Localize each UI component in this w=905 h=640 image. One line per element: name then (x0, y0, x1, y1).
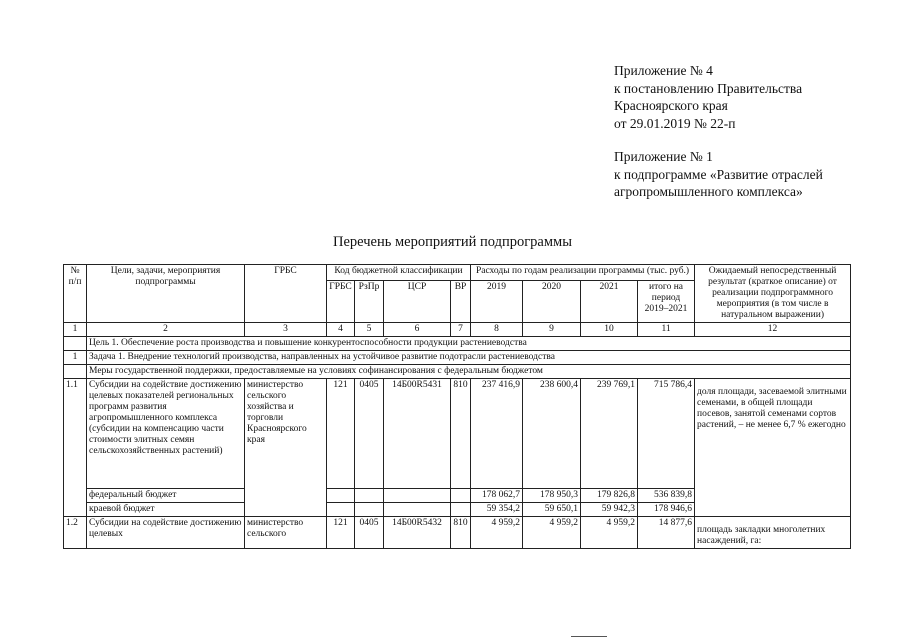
header-result: Ожидаемый непосредственный результат (краткое описание) от реализации подпрограммного мероприятия (в том числе в натуральном выражении) (695, 265, 851, 323)
col-number: 12 (695, 323, 851, 337)
row-csr: 14Б00R5432 (384, 517, 451, 549)
task-1-text: Задача 1. Внедрение технологий производства, направленных на устойчивое развитие подотрасли растениеводства (87, 351, 851, 365)
header-2020: 2020 (523, 281, 581, 323)
col-number: 3 (245, 323, 327, 337)
header-grbs: ГРБС (245, 265, 327, 323)
federal-2021: 179 826,8 (581, 489, 638, 503)
goal-1-text: Цель 1. Обеспечение роста производства и повышение конкурентоспособности продукции растениеводства (87, 337, 851, 351)
row-result: площадь закладки многолетних насаждений, га: (695, 517, 851, 549)
federal-2019: 178 062,7 (471, 489, 523, 503)
col-number: 11 (638, 323, 695, 337)
header-row-1 (64, 265, 851, 281)
measures-text: Меры государственной поддержки, предоставляемые на условиях софинансирования с федеральным бюджетом (87, 365, 851, 379)
header-code-csr: ЦСР (384, 281, 451, 323)
col-number: 5 (355, 323, 384, 337)
col-number: 9 (523, 323, 581, 337)
appendix-1-subprogram: к подпрограмме «Развитие отраслей (614, 166, 823, 182)
federal-total: 536 839,8 (638, 489, 695, 503)
row-grbs: министерство сельского (245, 517, 327, 549)
row-name: Субсидии на содействие достижению целевых показателей региональных программ развития агропромышленного комплекса (субсидии на компенсацию части стоимости элитных семян сельскохозяйственных растений) (87, 379, 245, 489)
row-2019: 237 416,9 (471, 379, 523, 489)
header-code-grbs: ГРБС (327, 281, 355, 323)
col-number: 7 (451, 323, 471, 337)
regional-total: 178 946,6 (638, 503, 695, 517)
row-2020: 4 959,2 (523, 517, 581, 549)
header-budget-code: Код бюджетной классификации (327, 265, 471, 281)
col-number: 6 (384, 323, 451, 337)
row-result: доля площади, засеваемой элитными семенами, в общей площади посевов, занятой семенами сортов растений, – не менее 6,7 % ежегодно (695, 379, 851, 517)
row-code-grbs: 121 (327, 379, 355, 489)
goal-row (64, 337, 851, 351)
header-expenses: Расходы по годам реализации программы (тыс. руб.) (471, 265, 695, 281)
header-total: итого на период 2019–2021 (638, 281, 695, 323)
row-csr: 14Б00R5431 (384, 379, 451, 489)
task-number: 1 (64, 351, 87, 365)
header-code-vr: ВР (451, 281, 471, 323)
row-2020: 238 600,4 (523, 379, 581, 489)
row-2021: 239 769,1 (581, 379, 638, 489)
table-row (64, 517, 851, 549)
row-rzpr: 0405 (355, 379, 384, 489)
col-number: 4 (327, 323, 355, 337)
appendix-4-decree: к постановлению Правительства (614, 80, 803, 96)
col-number: 10 (581, 323, 638, 337)
col-number: 8 (471, 323, 523, 337)
task-row (64, 351, 851, 365)
row-total: 14 877,6 (638, 517, 695, 549)
row-code-grbs: 121 (327, 517, 355, 549)
appendix-1-block (614, 148, 823, 201)
row-vr: 810 (451, 379, 471, 489)
scan-mark (571, 636, 607, 637)
regional-label: краевой бюджет (87, 503, 245, 517)
federal-label: федеральный бюджет (87, 489, 245, 503)
table-row (64, 379, 851, 489)
appendix-4-date: от 29.01.2019 № 22-п (614, 115, 736, 131)
header-goals: Цели, задачи, мероприятия подпрограммы (87, 265, 245, 323)
header-2019: 2019 (471, 281, 523, 323)
regional-2021: 59 942,3 (581, 503, 638, 517)
col-number: 1 (64, 323, 87, 337)
appendix-1-subprogram-cont: агропромышленного комплекса» (614, 184, 803, 199)
row-num: 1.1 (64, 379, 87, 517)
row-total: 715 786,4 (638, 379, 695, 489)
row-vr: 810 (451, 517, 471, 549)
row-2019: 4 959,2 (471, 517, 523, 549)
federal-2020: 178 950,3 (523, 489, 581, 503)
regional-2019: 59 354,2 (471, 503, 523, 517)
appendix-1-number: Приложение № 1 (614, 149, 713, 164)
regional-2020: 59 650,1 (523, 503, 581, 517)
header-code-rzpr: РзПр (355, 281, 384, 323)
row-2021: 4 959,2 (581, 517, 638, 549)
row-rzpr: 0405 (355, 517, 384, 549)
row-name: Субсидии на содействие достижению целевых (87, 517, 245, 549)
appendix-4-number: Приложение № 4 (614, 63, 713, 78)
row-num: 1.2 (64, 517, 87, 549)
col-number: 2 (87, 323, 245, 337)
measures-table (63, 264, 851, 549)
header-2021: 2021 (581, 281, 638, 323)
appendix-4-block (614, 62, 802, 132)
header-num: № п/п (64, 265, 87, 323)
column-number-row (64, 323, 851, 337)
page-title: Перечень мероприятий подпрограммы (333, 234, 572, 250)
appendix-4-region: Красноярского края (614, 98, 728, 113)
measures-row (64, 365, 851, 379)
row-grbs: министерство сельского хозяйства и торговли Красноярского края (245, 379, 327, 517)
